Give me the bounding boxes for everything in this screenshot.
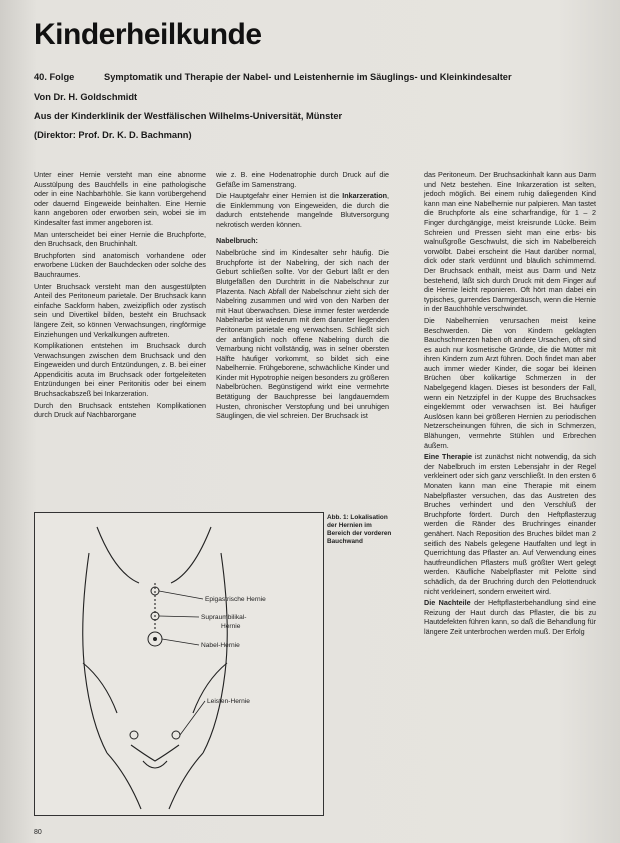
column-1 — [34, 170, 206, 422]
page-number: 80 — [34, 829, 42, 836]
paragraph: Die Nabelhernien verursachen meist keine Beschwerden. Die von Kindern geklagten Bauchschmerzen haben oft andere Ursachen, oft sind es auch nur kosmetische Gründe, die die Mütter mit ihren Kindern zum Arzt führen. Doch findet man aber auch immer wieder Kinder, die sogar bei kleinen Brüchen über kolikartige Schmerzen in der Nabelgegend klagen. Dieses ist besonders der Fall, wenn ein Netzzipfel in der Kuppe des Bruchsackes eingeklemmt oder verwachsen ist. Bei häufiger Auslösen kann bei größeren Hernien zu periodischen Netzerscheinungen führen, die sich in Schmerzen, Blähungen, vermehrte Stühlen und Erbrechen äußern. — [424, 315, 596, 450]
paragraph: Unter einer Hernie versteht man eine abnorme Ausstülpung des Bauchfells in eine pathologische oder in eine Nachbarhöhle. Sie kann vorübergehend oder dauernd Eingeweide beinhalten. Eine Hernie kann angeboren oder erworben sein, wobei sie im Kindesalter fast immer angeboren ist. — [34, 170, 206, 227]
text-run-bold: Inkarzeration — [342, 191, 387, 201]
paragraph: Durch den Bruchsack entstehen Komplikationen durch Druck auf Nachbarorgane — [34, 400, 206, 420]
figure-caption: Abb. 1: Lokalisation der Hernien im Bereich der vorderen Bauchwand — [327, 514, 392, 545]
paragraph — [424, 598, 596, 636]
text-run: ist zunächst nicht notwendig, da sich der Nabelbruch im ersten Lebensjahr in der Regel verkleinert oder sich ganz verschließt. In den ersten 6 Monaten kann man eine Therapie mit einem Nabelpflaster versuchen, das das Austreten des Bruches verhindert und den Verschluß der Bruchpforte fördert. Durch den Heftpflasterzug werden die Ränder des Bruchringes einander genähert. Nach Reposition des Bruches bildet man 2 seitlich des Nabels gelegene Hautfalten und legt in Querrichtung das Pflaster an. Auf Verwendung eines hautfreundlichen Pflasters muß größter Wert gelegt werden. Käufliche Nabelpflaster mit Pelotte sind schädlich, da der Bruchring durch den Pelottendruck nicht verkleinert, sondern erweitert wird. — [424, 452, 596, 596]
label-inguinal: Leisten-Hernie — [207, 698, 250, 705]
column-2 — [216, 170, 389, 423]
text-run: Die Hauptgefahr einer Hernien ist die — [216, 191, 343, 201]
paragraph: Bruchpforten sind anatomisch vorhandene oder erworbene Lücken der Bauchdecken oder solche des Bauchraumes. — [34, 250, 206, 279]
label-umbilical: Nabel-Hernie — [201, 642, 240, 649]
label-supraumbilical: Supraumbilikal- — [201, 614, 247, 621]
column-3 — [424, 170, 596, 639]
institution-line: Aus der Kinderklinik der Westfälischen Wilhelms-Universität, Münster — [34, 111, 343, 121]
navel-dot — [153, 637, 157, 641]
paragraph — [216, 191, 389, 229]
label-epigastric: Epigastrische Hernie — [205, 596, 266, 603]
text-run: der Heftpflasterbehandlung sind eine Reizung der Haut durch das Pflaster, die bis zu Hautdefekten führen kann, so daß die Behandlung für längere Zeit unterbrochen werden muß. Der Erfolg — [424, 598, 596, 636]
article-subtitle: Symptomatik und Therapie der Nabel- und Leistenhernie im Säuglings- und Kleinkindesalter — [104, 72, 512, 82]
article-series-line — [34, 72, 512, 82]
torso-outline — [83, 527, 228, 809]
text-run-bold: Die Nachteile — [424, 598, 471, 608]
paragraph: wie z. B. eine Hodenatrophie durch Druck auf die Gefäße im Samenstrang. — [216, 170, 389, 189]
figure-hernia-locations — [34, 512, 324, 816]
label-supraumbilical-2: Hernie — [221, 623, 241, 630]
paragraph: Unter Bruchsack versteht man den ausgestülpten Anteil des Peritoneum parietale. Der Bruchsack kann einfache Sackform haben, zweizipflich oder zystisch sein und Divertikel bilden, besteht ein Bruchsack längere Zeit, so können Verwachsungen, ringförmige Einziehungen und Verkalkungen auftreten. — [34, 281, 206, 339]
paragraph — [424, 452, 596, 596]
text-run: , die Einklemmung von Eingeweiden, die durch die dadurch entstehende mangelnde Blutversorgung nekrotisch werden können. — [216, 191, 389, 229]
paragraph: das Peritoneum. Der Bruchsackinhalt kann aus Darm und Netz bestehen. Eine Inkarzeration ist selten, jedoch möglich. Bei einem ruhig daliegenden Kind kann man eine Nabelhernie nur palpieren. Man tastet die Bruchpforte als eine scharfrandige, für 1 – 2 Finger durchgängige, meist kreisrunde Lücke. Beim Schreien und Pressen sieht man eine erbs- bis walnußgroße Geschwulst, die sich im Nabelbereich vorwölbt. Dabei erscheint die Haut darüber normal, dick oder stark verdünnt und bläulich schimmernd. Der Bruchsack enthält, meist aus Darm und Netz bestehend, läßt sich durch Druck mit dem Finger auf die Hernie leicht reponieren. Oft hört man dabei ein typisches, gurrendes Darmgeräusch, wenn die Hernie in der Bauchhöhle verschwindet. — [424, 170, 596, 314]
series-number: 40. Folge — [34, 72, 75, 82]
paragraph: Man unterscheidet bei einer Hernie die Bruchpforte, den Bruchsack, den Bruchinhalt. — [34, 229, 206, 249]
text-run-bold: Eine Therapie — [424, 452, 473, 462]
section-heading: Nabelbruch: — [216, 235, 258, 245]
leader-lines — [159, 591, 205, 735]
paragraph: Komplikationen entstehen im Bruchsack durch Verwachsungen zwischen dem Bruchsack und den Eingeweiden und durch Entzündungen, z. B. bei einer Appendicitis acuta im Bruchsack oder fortgeleiteten Entzündungen bei einer Peritonitis oder bei einem Bruchsackabszeß bei Inkarzeration. — [34, 341, 206, 399]
inguinal-marker-left — [130, 731, 138, 739]
paragraph: Nabelbrüche sind im Kindesalter sehr häufig. Die Bruchpforte ist der Nabelring, der sich nach der Geburt schließen sollte. Vor der Geburt läßt er den Blutgefäßen den Durchtritt in die Nabelschnur zur Plazenta. Nach Abfall der Nabelschnur zieht sich der Nabelring zusammen und wird von den Narben der mit Haut überwachsen. Diese immer fester werdende Nabelnarbe ist wiederum mit dem darunter liegenden Peritoneum parietale eng verwachsen. Schließt sich der anfänglich noch offene Nabelring durch die Vernarbung nicht vollständig, was in selner obersten Hälfte häufiger vorkommt, so bildet sich eine Nabelhernie. Frühgeborene, schwächliche Kinder und Kinder mit Hypotrophie neigen besonders zu größeren Nabelbrüchen. Begünstigend wirkt eine vermehrte Betätigung der Bauchpresse bei langdauerndem Husten, chronischer Verstopfung und bei unruhigen Säuglingen, die viel schreien. Der Bruchsack ist — [216, 248, 389, 421]
abdomen-illustration — [35, 513, 323, 815]
inguinal-marker-right — [172, 731, 180, 739]
author-line: Von Dr. H. Goldschmidt — [34, 92, 138, 102]
page-title: Kinderheilkunde — [34, 18, 262, 51]
director-line: (Direktor: Prof. Dr. K. D. Bachmann) — [34, 130, 192, 140]
